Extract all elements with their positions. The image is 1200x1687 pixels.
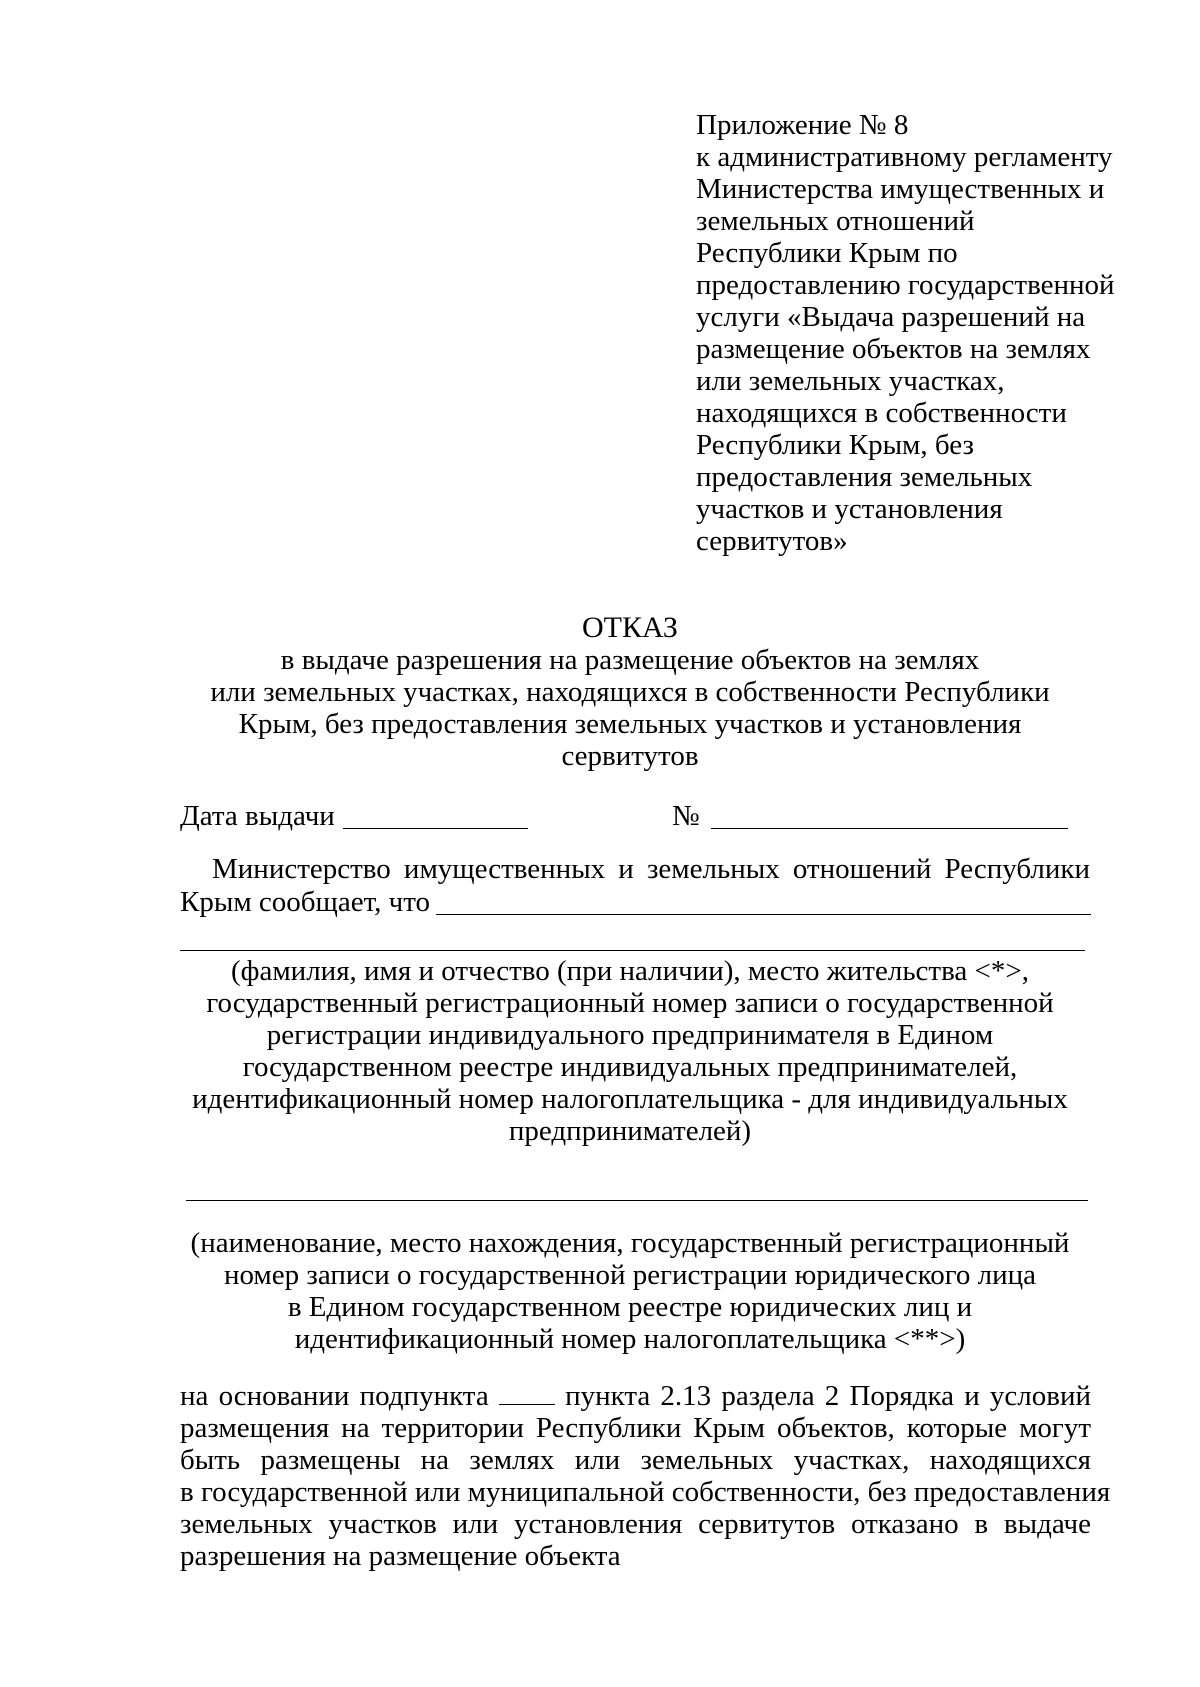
basis-line: быть размещены на землях или земельных участках, находящихся [180,1444,1091,1476]
appendix-line: услуги «Выдача разрешений на [696,301,1086,333]
individual-entrepreneur-caption [160,955,1100,1147]
title-heading: ОТКАЗ [582,611,678,644]
caption-line: номер записи о государственной регистрации юридического лица [223,1259,1037,1291]
issue-number-blank [711,828,1068,829]
caption-line: идентификационный номер налогоплательщика - для индивидуальных [192,1083,1068,1115]
caption-line: (наименование, место нахождения, государственный регистрационный [190,1227,1070,1259]
appendix-line: Республики Крым по [696,237,958,269]
appendix-line: предоставлению государственной [696,269,1115,301]
refusal-basis-paragraph [180,1380,1111,1572]
applicant-blank-2 [180,950,1085,951]
ministry-text-line-1: Министерство имущественных и земельных отношений Республики [212,853,1090,885]
legal-entity-caption [160,1227,1100,1355]
appendix-line: Приложение № 8 [696,109,909,141]
caption-line: государственный регистрационный номер записи о государственной [206,987,1054,1019]
applicant-blank-1 [436,914,1091,915]
issue-date-blank [343,828,528,829]
caption-line: регистрации индивидуального предпринимателя в Едином [266,1019,994,1051]
legal-entity-blank [186,1200,1088,1201]
appendix-line: находящихся в собственности [696,397,1067,429]
subclause-blank [499,1382,555,1405]
appendix-line: предоставления земельных [696,461,1033,493]
title-line: в выдаче разрешения на размещение объектов на землях [280,644,980,676]
caption-line: в Едином государственном реестре юридических лиц и [287,1291,973,1323]
title-line: Крым, без предоставления земельных участков и установления [238,708,1022,740]
caption-line: государственном реестре индивидуальных предпринимателей, [242,1051,1018,1083]
caption-line: предпринимателей) [508,1115,752,1147]
basis-line: земельных участков или установления сервитутов отказано в выдаче [180,1508,1091,1540]
appendix-line: Республики Крым, без [696,429,974,461]
appendix-header [696,109,1166,557]
appendix-line: участков и установления [696,493,1003,525]
title-line: или земельных участках, находящихся в собственности Республики [210,676,1050,708]
basis-text: на основании подпункта [180,1380,489,1412]
appendix-line: Министерства имущественных и [696,173,1105,205]
caption-line: идентификационный номер налогоплательщика <**>) [294,1323,966,1355]
appendix-line: размещение объектов на землях [696,333,1091,365]
basis-line: разрешения на размещение объекта [180,1540,621,1572]
appendix-line: земельных отношений [696,205,975,237]
basis-line [180,1380,1091,1412]
issue-date-label: Дата выдачи [180,800,335,832]
basis-text: пункта 2.13 раздела 2 Порядка и условий [565,1380,1091,1412]
basis-line: размещения на территории Республики Крым объектов, которые могут [180,1412,1091,1444]
appendix-line: к административному регламенту [696,141,1113,173]
title-line: сервитутов [561,740,699,772]
caption-line: (фамилия, имя и отчество (при наличии), место жительства <*>, [231,955,1029,987]
document-title [160,612,1100,772]
basis-line: в государственной или муниципальной собственности, без предоставления [180,1476,1111,1508]
issue-number-label: № [672,800,700,832]
appendix-line: сервитутов» [696,525,848,557]
ministry-text-line-2: Крым сообщает, что [180,886,430,918]
appendix-line: или земельных участках, [696,365,1005,397]
